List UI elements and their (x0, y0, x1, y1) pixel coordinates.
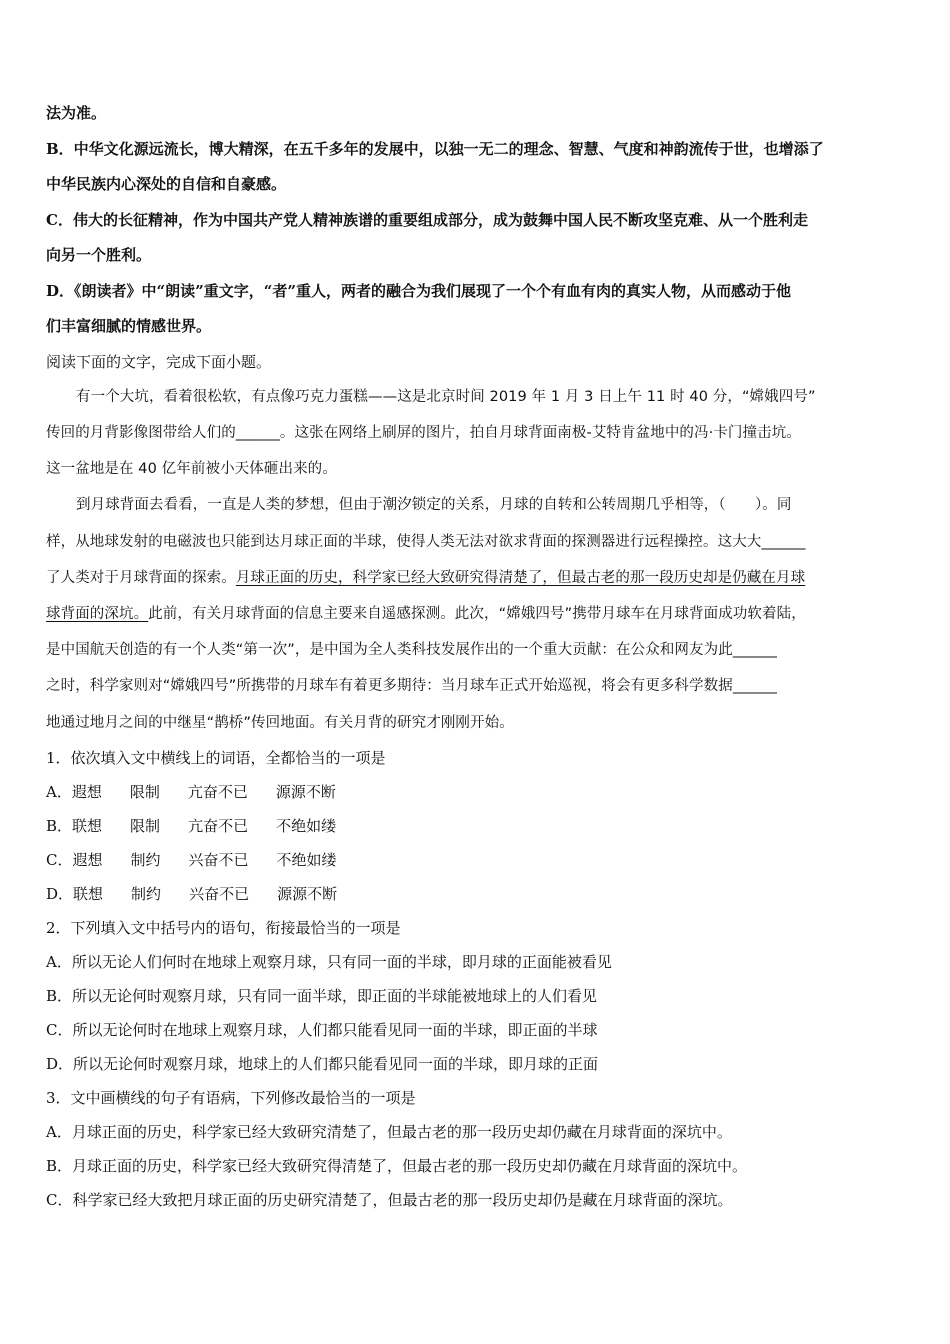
choice-label: D． (46, 1054, 74, 1073)
choice-option[interactable] (46, 1013, 908, 1047)
choice-label: D． (46, 884, 74, 903)
passage-line: 地通过地月之间的中继星“鹊桥”传回地面。有关月背的研究才刚刚开始。 (46, 714, 514, 731)
choice-word: 限制 (129, 782, 160, 801)
choice-label: C． (46, 850, 73, 869)
choice-word: 联想 (73, 884, 104, 903)
choice-option[interactable] (46, 877, 908, 911)
choice-text: 所以无论何时在地球上观察月球，人们都只能看见同一面的半球，即正面的半球 (72, 1020, 598, 1039)
question-list (46, 741, 908, 1217)
choice-word: 制约 (130, 850, 161, 869)
choice-label: B． (46, 816, 73, 835)
choice-word: 亢奋不已 (187, 782, 248, 801)
option-line: 法为准。 (46, 104, 107, 122)
passage-line: 之时，科学家则对“嫦娥四号”所携带的月球车有着更多期待：当月球车正式开始巡视，将会有更多科学数据______ (46, 678, 777, 695)
previous-question-options (46, 96, 908, 345)
reading-instruction: 阅读下面的文字，完成下面小题。 (46, 352, 272, 371)
underlined-sentence: 球背面的深坑。 (46, 606, 149, 623)
option-line: B．中华文化源远流长，博大精深，在五千多年的发展中，以独一无二的理念、智慧、气度和神韵流传于世，也增添了 (46, 139, 824, 158)
option-line: C．伟大的长征精神，作为中国共产党人精神族谱的重要组成部分，成为鼓舞中国人民不断攻坚克难、从一个胜利走 (46, 210, 808, 229)
choice-word: 联想 (72, 816, 103, 835)
choice-word: 源源不断 (275, 782, 336, 801)
passage-line (46, 560, 908, 596)
choice-text: 月球正面的历史，科学家已经大致研究清楚了，但最古老的那一段历史却仍藏在月球背面的深坑中。 (71, 1122, 732, 1141)
choice-option[interactable] (46, 843, 908, 877)
choice-label: B． (46, 1156, 73, 1175)
choice-label: B． (46, 986, 73, 1005)
choice-word: 遐想 (72, 850, 103, 869)
underlined-sentence: 月球正面的历史，科学家已经大致研究得清楚了，但最古老的那一段历史却是仍藏在月球 (235, 569, 806, 586)
passage-text: 了人类对于月球背面的探索。 (46, 569, 236, 586)
choice-word: 兴奋不已 (188, 850, 249, 869)
passage-line: 样，从地球发射的电磁波也只能到达月球正面的半球，使得人类无法对欲求背面的探测器进行远程操控。这大大______ (46, 533, 806, 550)
passage-text: 此前，有关月球背面的信息主要来自遥感探测。此次，“嫦娥四号”携带月球车在月球背面成功软着陆， (148, 606, 806, 623)
exam-page (46, 96, 908, 1217)
choice-label: C． (46, 1190, 73, 1209)
choice-option[interactable] (46, 809, 908, 843)
choice-word: 源源不断 (277, 884, 338, 903)
choice-word: 遐想 (71, 782, 102, 801)
option-line: 中华民族内心深处的自信和自豪感。 (46, 175, 287, 193)
choice-word: 兴奋不已 (189, 884, 250, 903)
choice-word: 不绝如缕 (276, 816, 337, 835)
passage-line: 有一个大坑，看着很松软，有点像巧克力蛋糕——这是北京时间 2019 年 1 月 3 日上午 11 时 40 分，“嫦娥四号” (76, 388, 816, 405)
choice-label: A． (46, 782, 72, 801)
choice-label: A． (46, 1122, 72, 1141)
passage-line: 这一盆地是在 40 亿年前被小天体砸出来的。 (46, 461, 337, 478)
choice-option[interactable] (46, 1149, 908, 1183)
choice-text: 月球正面的历史，科学家已经大致研究得清楚了，但最古老的那一段历史却仍藏在月球背面的深坑中。 (72, 1156, 748, 1175)
choice-option[interactable] (46, 775, 908, 809)
option-line: D．《朗读者》中“朗读”重文字，“者”重人，两者的融合为我们展现了一个个有血有肉的真实人物，从而感动于他 (46, 281, 792, 300)
option-line: 们丰富细腻的情感世界。 (46, 317, 212, 335)
choice-option[interactable] (46, 1183, 908, 1217)
question-stem: 2．下列填入文中括号内的语句，衔接最恰当的一项是 (46, 918, 401, 937)
choice-label: A． (46, 952, 72, 971)
question-stem: 3．文中画横线的句子有语病，下列修改最恰当的一项是 (46, 1088, 416, 1107)
choice-option[interactable] (46, 945, 908, 979)
choice-option[interactable] (46, 1047, 908, 1081)
choice-word: 制约 (131, 884, 162, 903)
reading-passage (46, 379, 908, 741)
choice-word: 不绝如缕 (276, 850, 337, 869)
choice-word: 亢奋不已 (188, 816, 249, 835)
choice-text: 所以无论何时观察月球，只有同一面半球，即正面的半球能被地球上的人们看见 (72, 986, 598, 1005)
choice-text: 所以无论人们何时在地球上观察月球，只有同一面的半球，即月球的正面能被看见 (71, 952, 612, 971)
passage-line: 是中国航天创造的有一个人类“第一次”，是中国为全人类科技发展作出的一个重大贡献：在公众和网友为此______ (46, 642, 777, 659)
choice-option[interactable] (46, 1115, 908, 1149)
option-line: 向另一个胜利。 (46, 246, 152, 264)
choice-word: 限制 (130, 816, 161, 835)
passage-line: 到月球背面去看看，一直是人类的梦想，但由于潮汐锁定的关系，月球的自转和公转周期几乎相等，（ ）。同 (76, 497, 792, 514)
choice-text: 科学家已经大致把月球正面的历史研究清楚了，但最古老的那一段历史却仍是藏在月球背面的深坑。 (72, 1190, 733, 1209)
choice-text: 所以无论何时观察月球，地球上的人们都只能看见同一面的半球，即月球的正面 (73, 1054, 599, 1073)
choice-label: C． (46, 1020, 73, 1039)
choice-option[interactable] (46, 979, 908, 1013)
passage-line (46, 596, 908, 632)
question-stem: 1．依次填入文中横线上的词语，全都恰当的一项是 (46, 748, 386, 767)
passage-line: 传回的月背影像图带给人们的______。这张在网络上刷屏的图片，拍自月球背面南极-艾特肯盆地中的冯·卡门撞击坑。 (46, 425, 801, 441)
